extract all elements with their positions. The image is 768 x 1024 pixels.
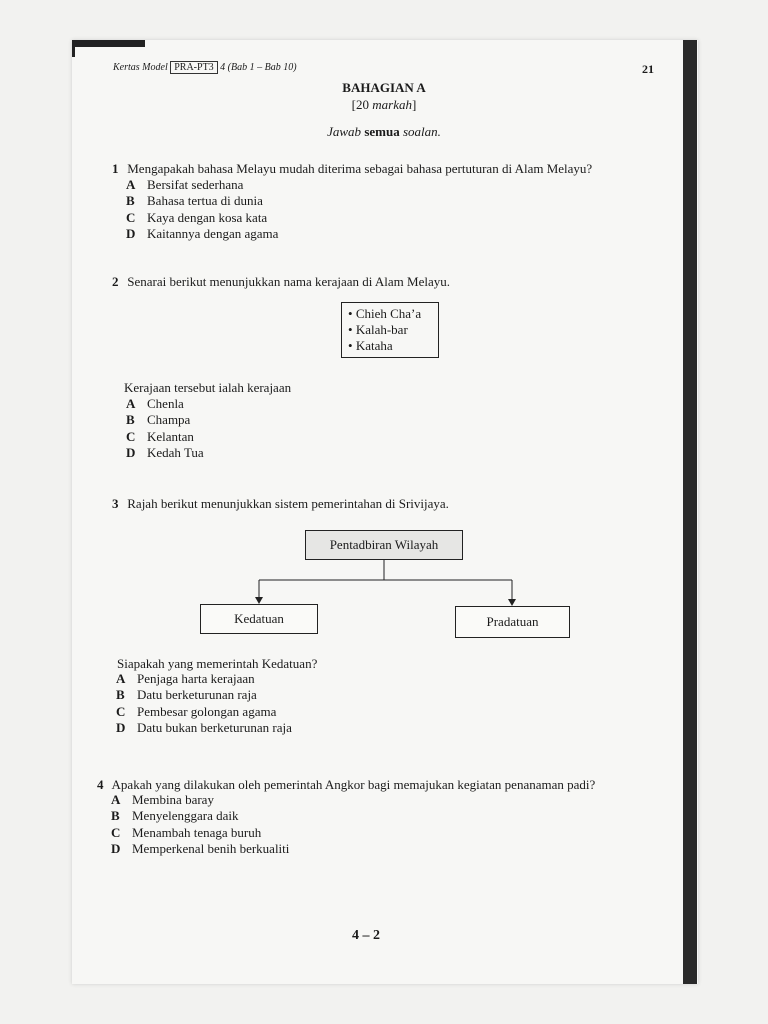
diagram-box-left: Kedatuan xyxy=(200,604,318,634)
option-b[interactable]: B Bahasa tertua di dunia xyxy=(126,193,263,209)
instruction: Jawab semua soalan. xyxy=(327,124,441,139)
question-1-options xyxy=(126,177,278,242)
option-c[interactable]: C Kelantan xyxy=(126,428,194,444)
question-1 xyxy=(112,161,592,177)
option-a[interactable]: A Membina baray xyxy=(111,792,214,807)
list-item: • Kataha xyxy=(348,338,434,354)
option-a[interactable]: A Chenla xyxy=(126,396,184,411)
header-prefix: Kertas Model xyxy=(113,62,168,73)
scan-edge-shadow xyxy=(683,40,697,984)
list-item: • Kalah-bar xyxy=(348,322,434,338)
question-3 xyxy=(112,496,449,512)
question-text: Mengapakah bahasa Melayu mudah diterima sebagai bahasa pertuturan di Alam Melayu? xyxy=(127,161,593,176)
question-number: 4 xyxy=(97,777,104,792)
diagram-box-right: Pradatuan xyxy=(455,606,570,638)
page-corner-mark xyxy=(72,40,145,57)
section-title: BAHAGIAN A xyxy=(342,80,426,95)
option-c[interactable]: C Menambah tenaga buruh xyxy=(111,824,262,840)
question-3-options xyxy=(116,671,292,736)
section-marks: [20 markah] xyxy=(351,97,417,112)
question-3-stem: Siapakah yang memerintah Kedatuan? xyxy=(117,656,318,671)
kingdom-list-box xyxy=(341,302,439,358)
question-2-options xyxy=(126,396,204,461)
question-text: Apakah yang dilakukan oleh pemerintah Angkor bagi memajukan kegiatan penanaman padi? xyxy=(111,777,596,792)
option-d[interactable]: D Kaitannya dengan agama xyxy=(126,225,279,241)
question-2 xyxy=(112,274,450,290)
option-d[interactable]: D Memperkenal benih berkualiti xyxy=(111,840,290,856)
page-number-top: 21 xyxy=(642,62,654,76)
question-4-options xyxy=(111,792,289,857)
option-a[interactable]: A Penjaga harta kerajaan xyxy=(116,671,255,686)
option-d[interactable]: D Kedah Tua xyxy=(126,444,204,460)
page-header xyxy=(113,62,658,73)
option-b[interactable]: B Champa xyxy=(126,412,191,428)
question-text: Senarai berikut menunjukkan nama kerajaan di Alam Melayu. xyxy=(127,274,450,289)
question-text: Rajah berikut menunjukkan sistem pemerintahan di Srivijaya. xyxy=(127,496,449,511)
series-badge: PRA-PT3 xyxy=(170,61,217,74)
header-chapters: 4 (Bab 1 – Bab 10) xyxy=(220,62,297,73)
diagram-box-top: Pentadbiran Wilayah xyxy=(305,530,463,560)
question-number: 2 xyxy=(112,274,119,289)
question-2-stem: Kerajaan tersebut ialah kerajaan xyxy=(124,380,292,395)
question-number: 1 xyxy=(112,161,119,176)
option-c[interactable]: C Pembesar golongan agama xyxy=(116,703,277,719)
option-a[interactable]: A Bersifat sederhana xyxy=(126,177,244,192)
option-d[interactable]: D Datu bukan berketurunan raja xyxy=(116,719,292,735)
question-number: 3 xyxy=(112,496,119,511)
option-b[interactable]: B Datu berketurunan raja xyxy=(116,687,257,703)
page-number-bottom: 4 – 2 xyxy=(352,928,380,943)
option-c[interactable]: C Kaya dengan kosa kata xyxy=(126,209,268,225)
question-4 xyxy=(97,777,595,793)
list-item: • Chieh Cha’a xyxy=(348,306,434,322)
option-b[interactable]: B Menyelenggara daik xyxy=(111,808,239,824)
